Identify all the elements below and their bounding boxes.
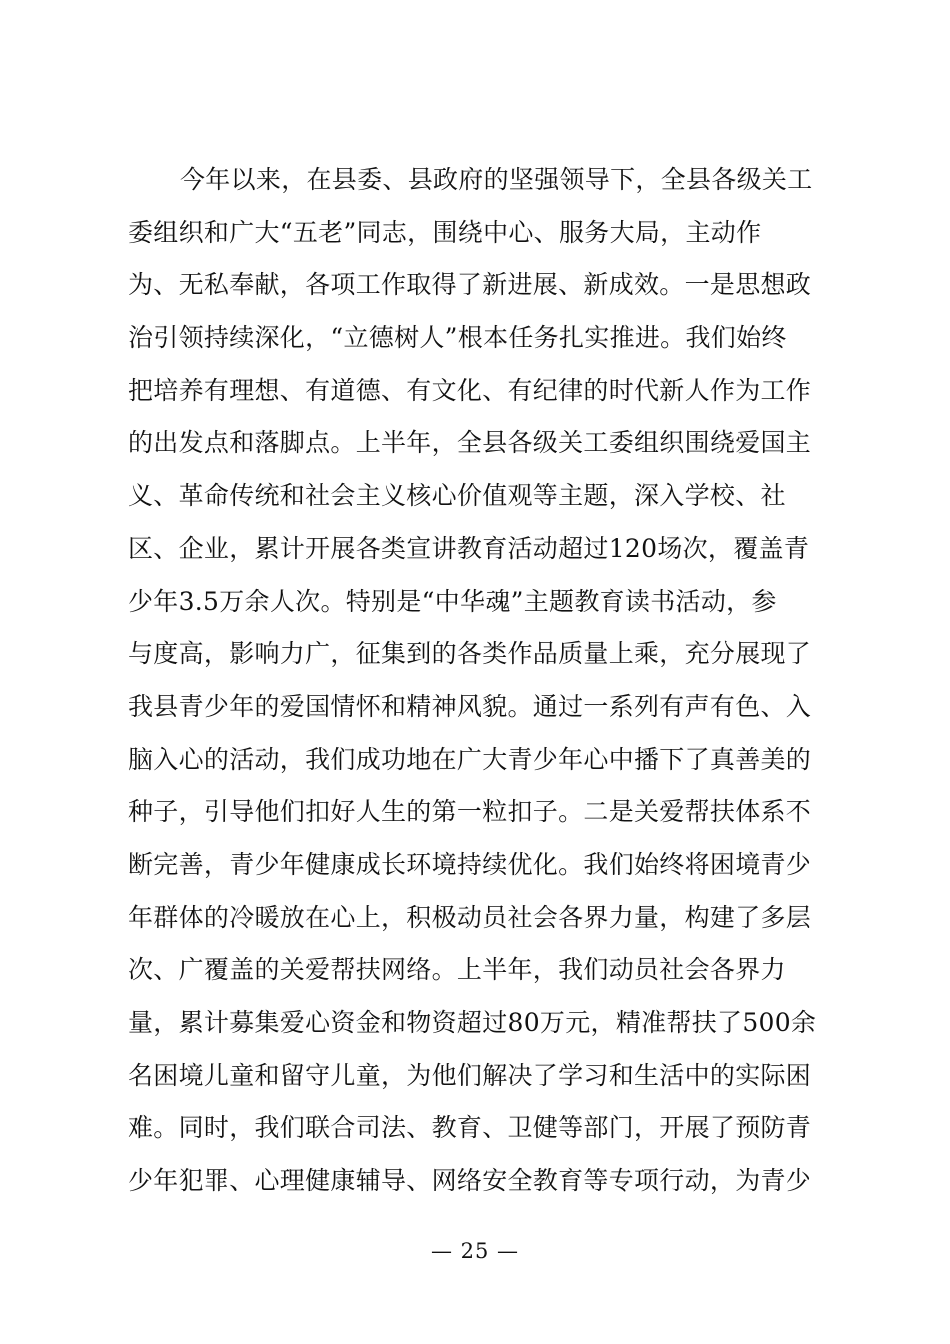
text-line: 难。同时，我们联合司法、教育、卫健等部门，开展了预防青 [128, 1113, 812, 1143]
text-line: 与度高，影响力广，征集到的各类作品质量上乘，充分展现了 [128, 639, 812, 669]
text-line: 治引领持续深化，“立德树人”根本任务扎实推进。我们始终 [128, 323, 787, 353]
text-line: 区、企业，累计开展各类宣讲教育活动超过120场次，覆盖青 [128, 533, 810, 563]
body-paragraph [128, 154, 828, 1208]
text-line: 我县青少年的爱国情怀和精神风貌。通过一系列有声有色、入 [128, 691, 812, 721]
text-line: 把培养有理想、有道德、有文化、有纪律的时代新人作为工作 [128, 375, 812, 405]
text-line: 今年以来，在县委、县政府的坚强领导下，全县各级关工 [180, 165, 813, 194]
text-line: 量，累计募集爱心资金和物资超过80万元，精准帮扶了500余 [128, 1008, 817, 1037]
text-line: 委组织和广大“五老”同志，围绕中心、服务大局，主动作 [128, 217, 762, 247]
text-line: 脑入心的活动，我们成功地在广大青少年心中播下了真善美的 [128, 744, 812, 774]
text-line: 义、革命传统和社会主义核心价值观等主题，深入学校、社 [128, 481, 786, 511]
text-line: 年群体的冷暖放在心上，积极动员社会各界力量，构建了多层 [128, 902, 812, 932]
page-number: — 25 — [430, 1239, 520, 1263]
text-line: 名困境儿童和留守儿童，为他们解决了学习和生活中的实际困 [128, 1060, 812, 1090]
text-line: 断完善，青少年健康成长环境持续优化。我们始终将困境青少 [128, 849, 812, 879]
text-line: 少年3.5万余人次。特别是“中华魂”主题教育读书活动，参 [128, 586, 777, 616]
text-line: 为、无私奉献，各项工作取得了新进展、新成效。一是思想政 [128, 270, 812, 300]
text-line: 种子，引导他们扣好人生的第一粒扣子。二是关爱帮扶体系不 [128, 797, 812, 827]
text-line: 次、广覆盖的关爱帮扶网络。上半年，我们动员社会各界力 [128, 955, 786, 985]
text-line: 少年犯罪、心理健康辅导、网络安全教育等专项行动，为青少 [128, 1166, 812, 1196]
text-line: 的出发点和落脚点。上半年，全县各级关工委组织围绕爱国主 [128, 428, 812, 458]
